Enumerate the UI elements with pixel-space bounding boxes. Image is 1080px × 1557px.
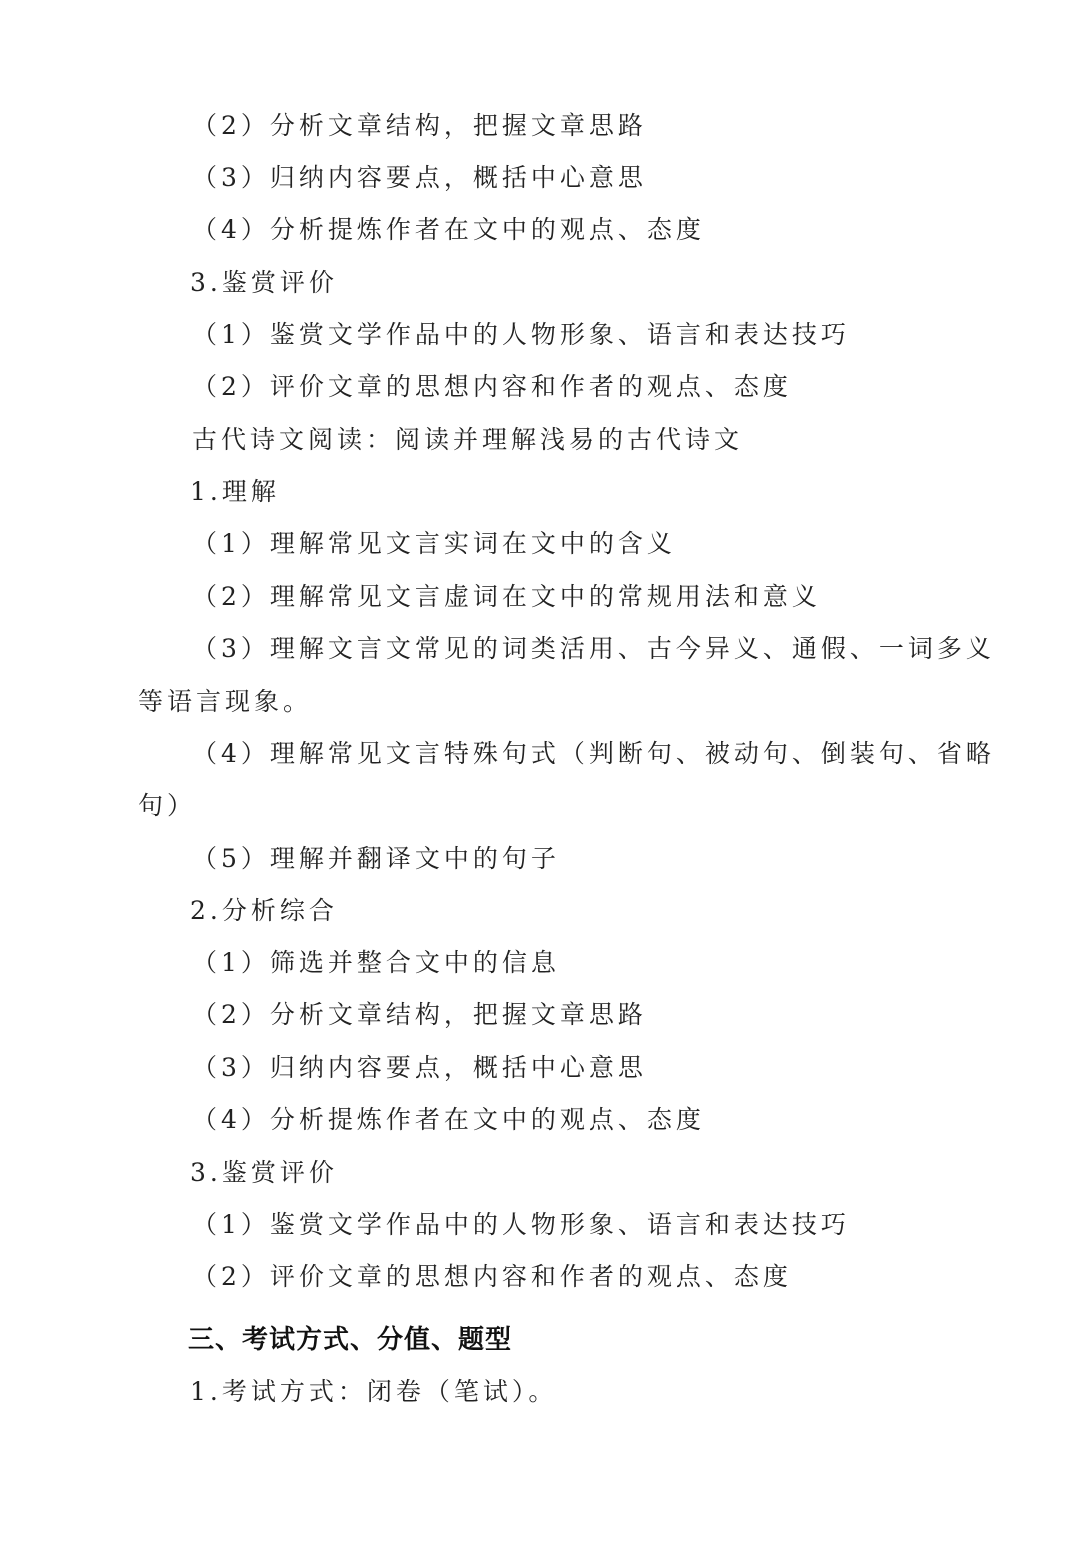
text-line: （1）鉴赏文学作品中的人物形象、语言和表达技巧 — [192, 320, 850, 349]
text-line: （1）筛选并整合文中的信息 — [192, 948, 560, 977]
text-line: （2）评价文章的思想内容和作者的观点、态度 — [192, 1262, 792, 1291]
text-line: （2）评价文章的思想内容和作者的观点、态度 — [192, 372, 792, 401]
text-line: （2）分析文章结构，把握文章思路 — [192, 111, 647, 140]
text-line: （3）归纳内容要点，概括中心意思 — [192, 163, 647, 192]
text-line: （4）理解常见文言特殊句式（判断句、被动句、倒装句、省略 — [192, 739, 995, 768]
text-line: 3.鉴赏评价 — [190, 1158, 338, 1187]
text-line: （4）分析提炼作者在文中的观点、态度 — [192, 1105, 705, 1134]
exam-method-line: 1.考试方式：闭卷（笔试）。 — [190, 1377, 558, 1406]
text-line: （1）鉴赏文学作品中的人物形象、语言和表达技巧 — [192, 1210, 850, 1239]
text-line: 1.理解 — [190, 477, 280, 506]
text-line: （2）分析文章结构，把握文章思路 — [192, 1000, 647, 1029]
text-line: （5）理解并翻译文中的句子 — [192, 844, 560, 873]
section-heading: 三、考试方式、分值、题型 — [188, 1325, 513, 1355]
text-line: 句） — [138, 791, 197, 820]
text-line: （2）理解常见文言虚词在文中的常规用法和意义 — [192, 582, 821, 611]
text-line: （1）理解常见文言实词在文中的含义 — [192, 529, 676, 558]
text-line: 3.鉴赏评价 — [190, 268, 338, 297]
text-line: 古代诗文阅读：阅读并理解浅易的古代诗文 — [192, 425, 744, 454]
text-line: （3）理解文言文常见的词类活用、古今异义、通假、一词多义 — [192, 634, 995, 663]
text-line: （4）分析提炼作者在文中的观点、态度 — [192, 215, 705, 244]
text-line: 2.分析综合 — [190, 896, 338, 925]
text-line: 等语言现象。 — [138, 687, 313, 716]
text-line: （3）归纳内容要点，概括中心意思 — [192, 1053, 647, 1082]
